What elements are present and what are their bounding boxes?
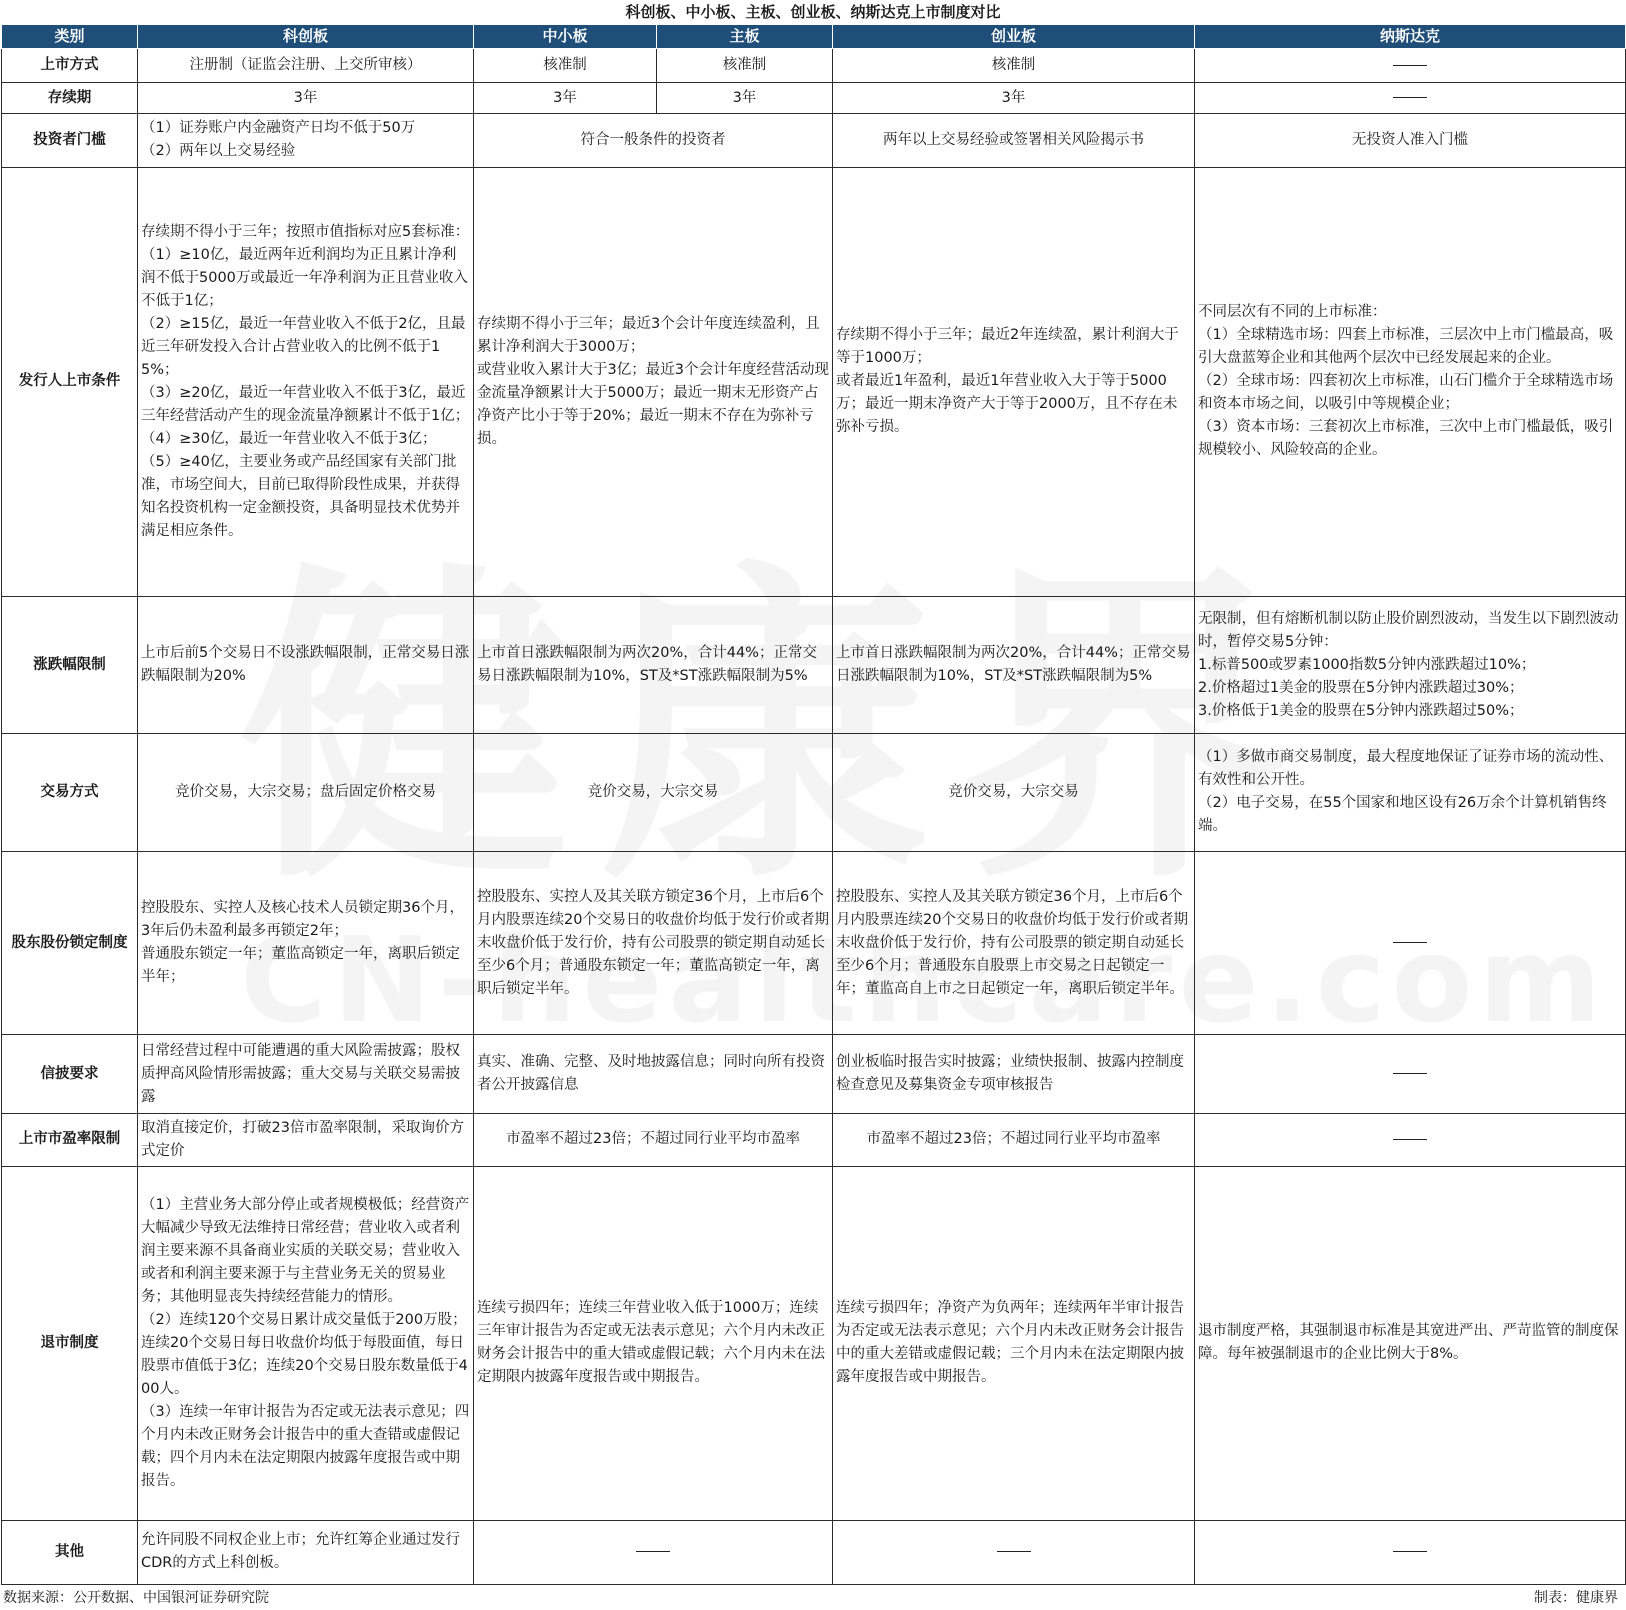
cell-line: 无限制，但有熔断机制以防止股价剧烈波动，当发生以下剧烈波动时，暂停交易5分钟： (1198, 610, 1619, 650)
cell-line: （4）≥30亿，最近一年营业收入不低于3亿； (141, 430, 437, 447)
cell-sme-main (474, 1520, 833, 1584)
cell-star: 3年 (138, 83, 474, 114)
cell-nasdaq: 无投资人准入门槛 (1195, 114, 1626, 167)
row-label: 股东股份锁定制度 (2, 851, 138, 1035)
row-label: 其他 (2, 1520, 138, 1584)
cell-line: （1）≥10亿，最近两年近利润均为正且累计净利润不低于5000万或最近一年净利润为正且营业收入不低于1亿； (141, 246, 468, 309)
cell-nasdaq (1195, 167, 1626, 597)
row-issuer (2, 167, 1626, 597)
cell-line: （1）主营业务大部分停止或者规模极低；经营资产大幅减少导致无法维持日常经营；营业收入或者利润主要来源不具备商业实质的关联交易；营业收入或者和利润主要来源于与主营业务无关的贸易业务；其他明显丧失持续经营能力的情形。 (141, 1196, 470, 1305)
cell-star: 允许同股不同权企业上市；允许红筹企业通过发行CDR的方式上科创板。 (138, 1520, 474, 1584)
row-other (2, 1520, 1626, 1584)
cell-line: （1）全球精选市场：四套上市标准，三层次中上市门槛最高，吸引大盘蓝筹企业和其他两个层次中已经发展起来的企业。 (1198, 327, 1614, 367)
cell-line: （2）两年以上交易经验 (141, 143, 296, 160)
cell-star: 取消直接定价，打破23倍市盈率限制，采取询价方式定价 (138, 1113, 474, 1166)
cell-line: 存续期不得小于三年；最近3个会计年度连续盈利，且累计净利润大于3000万； (477, 315, 820, 355)
cell-star: 日常经营过程中可能遭遇的重大风险需披露；股权质押高风险情形需披露；重大交易与关联交易需披露 (138, 1035, 474, 1113)
dash-mark (1393, 65, 1427, 66)
cell-gem: 控股股东、实控人及其关联方锁定36个月，上市后6个月内股票连续20个交易日的收盘价均低于发行价或者期末收盘价低于发行价，持有公司股票的锁定期自动延长至少6个月；普通股东自股票上市交易之日起锁定一年；董监高自上市之日起锁定一年，离职后锁定半年。 (833, 851, 1195, 1035)
row-label: 上市方式 (2, 49, 138, 83)
page-title: 科创板、中小板、主板、创业板、纳斯达克上市制度对比 (625, 3, 1001, 21)
row-disclosure (2, 1035, 1626, 1113)
row-label: 投资者门槛 (2, 114, 138, 167)
header-main-board: 主板 (657, 25, 833, 49)
cell-nasdaq (1195, 1035, 1626, 1113)
cell-line: 存续期不得小于三年；按照市值指标对应5套标准： (141, 223, 470, 240)
header-nasdaq: 纳斯达克 (1195, 25, 1626, 49)
cell-line: （2）电子交易，在55个国家和地区设有26万余个计算机销售终端。 (1198, 795, 1607, 835)
dash-mark (1393, 1139, 1427, 1140)
cell-star: 上市后前5个交易日不设涨跌幅限制，正常交易日涨跌幅限制为20% (138, 597, 474, 734)
cell-nasdaq (1195, 1520, 1626, 1584)
row-pe-limit (2, 1113, 1626, 1166)
cell-nasdaq (1195, 734, 1626, 852)
row-lockup (2, 851, 1626, 1035)
cell-sme: 3年 (474, 83, 657, 114)
row-label: 存续期 (2, 83, 138, 114)
cell-main: 3年 (657, 83, 833, 114)
cell-gem: 两年以上交易经验或签署相关风险揭示书 (833, 114, 1195, 167)
header-category: 类别 (2, 25, 138, 49)
cell-line: 2.价格超过1美金的股票在5分钟内涨跌超过30%； (1198, 679, 1524, 696)
cell-sme-main (474, 167, 833, 597)
cell-sme: 核准制 (474, 49, 657, 83)
dash-mark (1393, 97, 1427, 98)
cell-star (138, 167, 474, 597)
comparison-table (1, 24, 1626, 1585)
header-star-market: 科创板 (138, 25, 474, 49)
cell-star: 竞价交易，大宗交易；盘后固定价格交易 (138, 734, 474, 852)
cell-sme-main: 真实、准确、完整、及时地披露信息；同时向所有投资者公开披露信息 (474, 1035, 833, 1113)
header-row (2, 25, 1626, 49)
cell-main: 核准制 (657, 49, 833, 83)
header-sme-board: 中小板 (474, 25, 657, 49)
cell-gem: 竞价交易，大宗交易 (833, 734, 1195, 852)
cell-line: （3）≥20亿，最近一年营业收入不低于3亿，最近三年经营活动产生的现金流量净额累计不低于1亿； (141, 384, 470, 424)
cell-line: 普通股东锁定一年；董监高锁定一年，离职后锁定半年； (141, 946, 460, 986)
cell-line: 3.价格低于1美金的股票在5分钟内涨跌超过50%； (1198, 702, 1524, 719)
cell-line: （5）≥40亿，主要业务或产品经国家有关部门批准，市场空间大，目前已取得阶段性成果，并获得知名投资机构一定金额投资，具备明显技术优势并满足相应条件。 (141, 453, 460, 539)
row-label: 信披要求 (2, 1035, 138, 1113)
cell-nasdaq (1195, 49, 1626, 83)
row-label: 退市制度 (2, 1167, 138, 1521)
cell-sme-main: 竞价交易，大宗交易 (474, 734, 833, 852)
cell-sme-main: 市盈率不超过23倍；不超过同行业平均市盈率 (474, 1113, 833, 1166)
cell-line: 存续期不得小于三年；最近2年连续盈，累计利润大于等于1000万； (836, 327, 1179, 367)
row-label: 涨跌幅限制 (2, 597, 138, 734)
dash-mark (1393, 1073, 1427, 1074)
cell-line: （1）多做市商交易制度，最大程度地保证了证券市场的流动性、有效性和公开性。 (1198, 749, 1614, 789)
cell-line: （2）连续120个交易日累计成交量低于200万股；连续20个交易日每日收盘价均低于每股面值，每日股票市值低于3亿；连续20个交易日股东数量低于400人。 (141, 1311, 468, 1397)
dash-mark (1393, 942, 1427, 943)
table-maker-note: 制表：健康界 (1534, 1590, 1618, 1606)
cell-nasdaq: 退市制度严格，其强制退市标准是其宽进严出、严苛监管的制度保障。每年被强制退市的企业比例大于8%。 (1195, 1167, 1626, 1521)
cell-gem: 核准制 (833, 49, 1195, 83)
cell-star: 注册制（证监会注册、上交所审核） (138, 49, 474, 83)
cell-line: 不同层次有不同的上市标准： (1198, 304, 1387, 321)
cell-sme-main: 上市首日涨跌幅限制为两次20%，合计44%；正常交易日涨跌幅限制为10%，ST及*ST涨跌幅限制为5% (474, 597, 833, 734)
cell-line: 控股股东、实控人及核心技术人员锁定期36个月，3年后仍未盈利最多再锁定2年； (141, 900, 464, 940)
row-investor (2, 114, 1626, 167)
cell-gem: 上市首日涨跌幅限制为两次20%，合计44%；正常交易日涨跌幅限制为10%，ST及*ST涨跌幅限制为5% (833, 597, 1195, 734)
row-listing (2, 49, 1626, 83)
cell-line: （2）≥15亿，最近一年营业收入不低于2亿，且最近三年研发投入合计占营业收入的比例不低于15%； (141, 315, 466, 378)
cell-sme-main: 符合一般条件的投资者 (474, 114, 833, 167)
dash-mark (997, 1551, 1031, 1552)
row-label: 发行人上市条件 (2, 167, 138, 597)
row-label: 上市市盈率限制 (2, 1113, 138, 1166)
cell-line: （1）证券账户内金融资产日均不低于50万 (141, 120, 416, 137)
cell-gem: 创业板临时报告实时披露；业绩快报制、披露内控制度检查意见及募集资金专项审核报告 (833, 1035, 1195, 1113)
cell-nasdaq (1195, 83, 1626, 114)
cell-line: （3）资本市场：三套初次上市标准，三次中上市门槛最低，吸引规模较小、风险较高的企业。 (1198, 419, 1614, 459)
cell-line: 1.标普500或罗素1000指数5分钟内涨跌超过10%； (1198, 656, 1536, 673)
cell-line: 或营业收入累计大于3亿；最近3个会计年度经营活动现金流量净额累计大于5000万；最近一期末无形资产占净资产比小于等于20%；最近一期末不存在为弥补亏损。 (477, 361, 829, 447)
cell-nasdaq (1195, 1113, 1626, 1166)
cell-star (138, 851, 474, 1035)
cell-star (138, 1167, 474, 1521)
cell-sme-main: 控股股东、实控人及其关联方锁定36个月，上市后6个月内股票连续20个交易日的收盘价均低于发行价或者期末收盘价低于发行价，持有公司股票的锁定期自动延长至少6个月；普通股东锁定一年；董监高锁定一年，离职后锁定半年。 (474, 851, 833, 1035)
cell-line: （3）连续一年审计报告为否定或无法表示意见；四个月内未改正财务会计报告中的重大查错或虚假记载；四个月内未在法定期限内披露年度报告或中期报告。 (141, 1403, 470, 1489)
dash-mark (1393, 1551, 1427, 1552)
cell-nasdaq (1195, 851, 1626, 1035)
cell-line: 或者最近1年盈利，最近1年营业收入大于等于5000万；最近一期末净资产大于等于2000万，且不存在未弥补亏损。 (836, 373, 1178, 436)
row-trading (2, 734, 1626, 852)
dash-mark (636, 1551, 670, 1552)
cell-gem: 市盈率不超过23倍；不超过同行业平均市盈率 (833, 1113, 1195, 1166)
cell-line: （2）全球市场：四套初次上市标准，山石门槛介于全球精选市场和资本市场之间，以吸引中等规模企业； (1198, 373, 1614, 413)
row-label: 交易方式 (2, 734, 138, 852)
cell-star (138, 114, 474, 167)
cell-gem (833, 1520, 1195, 1584)
cell-gem: 连续亏损四年；净资产为负两年；连续两年半审计报告为否定或无法表示意见；六个月内未改正财务会计报告中的重大差错或虚假记载；三个月内未在法定期限内披露年度报告或中期报告。 (833, 1167, 1195, 1521)
cell-sme-main: 连续亏损四年；连续三年营业收入低于1000万；连续三年审计报告为否定或无法表示意见；六个月内未改正财务会计报告中的重大错或虚假记载；六个月内未在法定期限内披露年度报告或中期报告。 (474, 1167, 833, 1521)
cell-nasdaq (1195, 597, 1626, 734)
row-delisting (2, 1167, 1626, 1521)
header-gem-board: 创业板 (833, 25, 1195, 49)
cell-gem (833, 167, 1195, 597)
row-duration (2, 83, 1626, 114)
row-price-limit (2, 597, 1626, 734)
source-note: 数据来源：公开数据、中国银河证券研究院 (3, 1590, 269, 1606)
cell-gem: 3年 (833, 83, 1195, 114)
